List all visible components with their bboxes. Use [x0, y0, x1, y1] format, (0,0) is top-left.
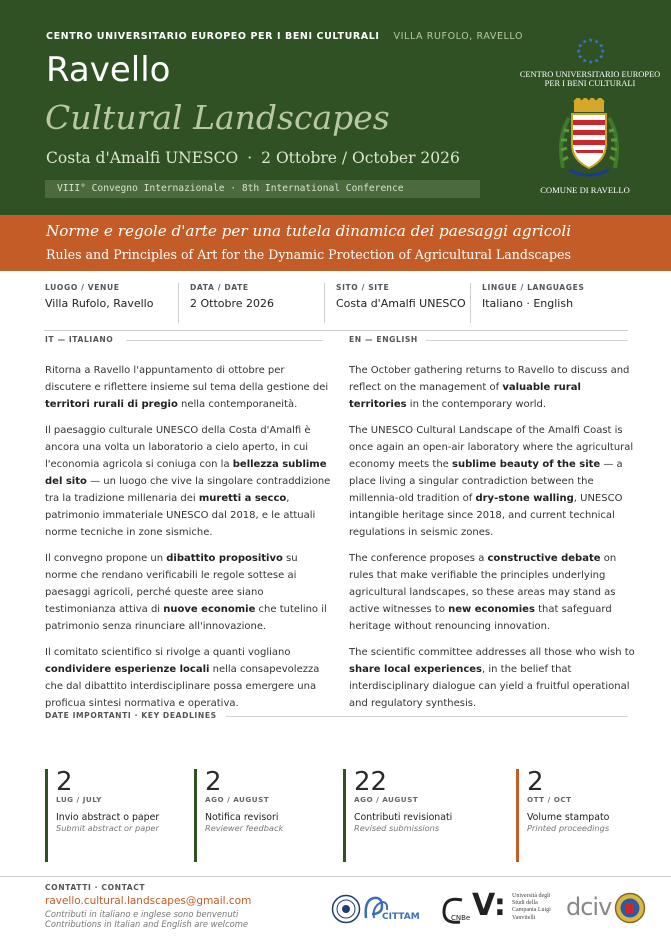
deadline-title-it: Invio abstract o paper	[56, 812, 160, 823]
dept-seal-icon	[614, 892, 646, 924]
contributions-note-it: Contributi in italiano e inglese sono benvenuti	[45, 909, 239, 919]
emphasis: bellezza sublime del sito	[45, 459, 327, 487]
paragraph	[45, 550, 333, 635]
italian-text-column	[45, 362, 333, 721]
svg-text:★: ★	[582, 57, 588, 65]
paragraph	[349, 362, 637, 413]
paragraph	[349, 550, 637, 635]
deadline-title-en: Reviewer feedback	[205, 823, 284, 833]
emphasis: sublime beauty of the site	[452, 459, 601, 470]
crest-label: COMUNE DI RAVELLO	[540, 185, 630, 195]
svg-text:★: ★	[594, 38, 600, 46]
text: that safeguard heritage without renouncing innovation.	[349, 604, 612, 632]
deadlines-heading: DATE IMPORTANTI · KEY DEADLINES	[45, 711, 217, 720]
event-location-date	[46, 149, 460, 167]
event-date: 2 Ottobre / October 2026	[261, 149, 460, 167]
paragraph	[45, 362, 333, 413]
english-text-column	[349, 362, 637, 721]
deadline-day: 2	[527, 767, 544, 797]
emphasis: territori rurali di pregio	[45, 399, 178, 410]
venue-place: VILLA RUFOLO, RAVELLO	[393, 31, 524, 42]
contacts-label: CONTATTI · CONTACT	[45, 883, 146, 892]
theme-band	[0, 215, 671, 271]
header	[0, 0, 671, 215]
organizer-kicker	[46, 31, 523, 42]
university-seal-icon	[331, 894, 361, 924]
emphasis: nuove economie	[163, 604, 256, 615]
divider	[0, 876, 671, 877]
emphasis: dry-stone walling	[475, 493, 574, 504]
theme-title-it: Norme e regole d'arte per una tutela dinamica dei paesaggi agricoli	[46, 222, 572, 240]
contact-email-link[interactable]: ravello.cultural.landscapes@gmail.com	[45, 895, 252, 907]
ravello-crest-icon	[557, 98, 621, 184]
cueb-logo-line1: CENTRO UNIVERSITARIO EUROPEO	[519, 70, 661, 79]
divider	[226, 716, 628, 717]
emphasis: muretti a secco	[198, 493, 287, 504]
cittam-logo-text: CITTAM	[382, 912, 420, 922]
info-site	[336, 283, 466, 323]
svg-text:★: ★	[588, 59, 594, 66]
text: , UNESCO intangible heritage since 2018, and current technical regulations in seismic zones.	[349, 493, 623, 538]
contacts	[45, 883, 251, 929]
svg-text:★: ★	[588, 37, 594, 44]
deadline-title-en: Revised submissions	[354, 823, 440, 833]
divider	[470, 283, 471, 323]
svg-text:★: ★	[598, 53, 604, 61]
text: su norme che rendano verificabili le regole sottese ai paesaggi agricoli, perché queste aree siano testimonianza attiva di	[45, 553, 298, 615]
deadline-day: 2	[205, 767, 222, 797]
paragraph	[349, 644, 637, 712]
cueb-logo	[515, 36, 665, 92]
info-label: SITO / SITE	[336, 283, 390, 292]
italian-column-heading: IT — ITALIANO	[45, 335, 114, 344]
deadline-month: AGO / AUGUST	[205, 795, 270, 804]
contributions-note-en: Contributions in Italian and English are welcome	[45, 919, 249, 929]
divider	[44, 330, 628, 331]
cueb-logo-line2: PER I BENI CULTURALI	[544, 79, 636, 88]
deadline-day: 2	[56, 767, 73, 797]
deadline-month: AGO / AUGUST	[354, 795, 419, 804]
dciv-logo: dciv	[566, 893, 612, 921]
text: The conference proposes a	[349, 553, 488, 564]
event-location: Costa d'Amalfi UNESCO	[46, 149, 239, 167]
edition-badge: VIII° Convegno Internazionale · 8th International Conference	[45, 180, 480, 198]
text: nella contemporaneità.	[177, 399, 298, 410]
deadline-month: LUG / JULY	[56, 795, 102, 804]
event-subtitle: Cultural Landscapes	[45, 98, 390, 137]
theme-title-en: Rules and Principles of Art for the Dynamic Protection of Agricultural Landscapes	[46, 247, 571, 262]
text: che tutelino il patrimonio senza rinunciare all'innovazione.	[45, 604, 327, 632]
cnbe-logo-text: CNBe	[451, 914, 471, 922]
vanvitelli-logo: V:	[472, 888, 506, 923]
deadline-card	[343, 769, 483, 862]
text: — a place living a singular contradiction between the millennia-old tradition of	[349, 459, 623, 504]
paragraph	[349, 422, 637, 541]
english-column-heading: EN — ENGLISH	[349, 335, 418, 344]
info-venue	[45, 283, 153, 323]
svg-text:★: ★	[598, 42, 604, 50]
emphasis: dibattito propositivo	[166, 553, 283, 564]
text: , patrimonio immateriale UNESCO dal 2018, e le attuali norme tecniche in zone sismiche.	[45, 493, 316, 538]
text: The October gathering returns to Ravello to discuss and reflect on the management of	[349, 365, 630, 393]
emphasis: constructive debate	[487, 553, 601, 564]
paragraph	[45, 644, 333, 712]
divider	[426, 340, 628, 341]
info-label: LINGUE / LANGUAGES	[482, 283, 585, 292]
deadline-month: OTT / OCT	[527, 795, 572, 804]
text: , in the belief that interdisciplinary dialogue can yield a fruitful operational and regulatory synthesis.	[349, 664, 630, 709]
deadline-card	[45, 769, 185, 862]
svg-text:★: ★	[600, 48, 606, 55]
deadline-card	[194, 769, 334, 862]
separator-dot: ·	[247, 149, 253, 167]
deadline-title-it: Volume stampato	[527, 812, 610, 823]
vanvitelli-university-name: Università degli Studi della Campania Luigi Vanvitelli	[512, 893, 551, 921]
divider	[126, 340, 323, 341]
deadline-title-it: Contributi revisionati	[354, 812, 453, 823]
svg-text:★: ★	[582, 38, 588, 46]
info-label: LUOGO / VENUE	[45, 283, 120, 292]
emphasis: share local experiences	[349, 664, 482, 675]
deadline-title-en: Submit abstract or paper	[56, 823, 159, 833]
cittam-logo	[362, 892, 424, 926]
info-value: Villa Rufolo, Ravello	[45, 297, 154, 310]
svg-text:★: ★	[577, 42, 583, 50]
text: The scientific committee addresses all those who wish to	[349, 647, 635, 658]
info-label: DATA / DATE	[190, 283, 249, 292]
emphasis: condividere esperienze locali	[45, 664, 210, 675]
text: — un luogo che vive la singolare contraddizione tra la tradizione millenaria dei	[45, 476, 331, 504]
info-date	[190, 283, 274, 323]
eu-stars-icon	[572, 36, 608, 68]
cnbe-logo	[438, 894, 470, 926]
cueb-logo-label	[515, 70, 665, 88]
text: Il paesaggio culturale UNESCO della Costa d'Amalfi è ancora una volta un laboratorio a cielo aperto, in cui l'economia agricola si coniuga con la	[45, 425, 311, 470]
text: Il convegno propone un	[45, 553, 167, 564]
svg-text:★: ★	[577, 53, 583, 61]
divider	[178, 283, 179, 323]
info-languages	[482, 283, 584, 323]
divider	[324, 283, 325, 323]
deadline-card	[516, 769, 656, 862]
emphasis: new economies	[448, 604, 535, 615]
text: Ritorna a Ravello l'appuntamento di ottobre per discutere e riflettere insieme sul tema della gestione dei	[45, 365, 329, 393]
svg-text:★: ★	[576, 48, 582, 55]
text: in the contemporary world.	[406, 399, 547, 410]
text: on rules that make verifiable the principles underlying agricultural landscapes, so these areas may stand as active witnesses to	[349, 553, 617, 615]
info-value: 2 Ottobre 2026	[190, 297, 275, 310]
info-value: Costa d'Amalfi UNESCO	[336, 297, 466, 310]
text: The UNESCO Cultural Landscape of the Amalfi Coast is once again an open-air laboratory where the agricultural economy meets the	[349, 425, 634, 470]
emphasis: valuable rural territories	[349, 382, 581, 410]
deadline-title-en: Printed proceedings	[527, 823, 610, 833]
organizer-name: CENTRO UNIVERSITARIO EUROPEO PER I BENI CULTURALI	[46, 31, 380, 42]
info-value: Italiano · English	[482, 297, 574, 310]
svg-text:★: ★	[594, 57, 600, 65]
event-title: Ravello	[46, 50, 171, 90]
text: nella consapevolezza che dal dibattito interdisciplinare possa emergere una proficua sintesi normativa e operativa.	[45, 664, 320, 709]
paragraph	[45, 422, 333, 541]
deadline-title-it: Notifica revisori	[205, 812, 279, 823]
text: Il comitato scientifico si rivolge a quanti vogliano	[45, 647, 291, 658]
deadline-day: 22	[354, 767, 388, 797]
